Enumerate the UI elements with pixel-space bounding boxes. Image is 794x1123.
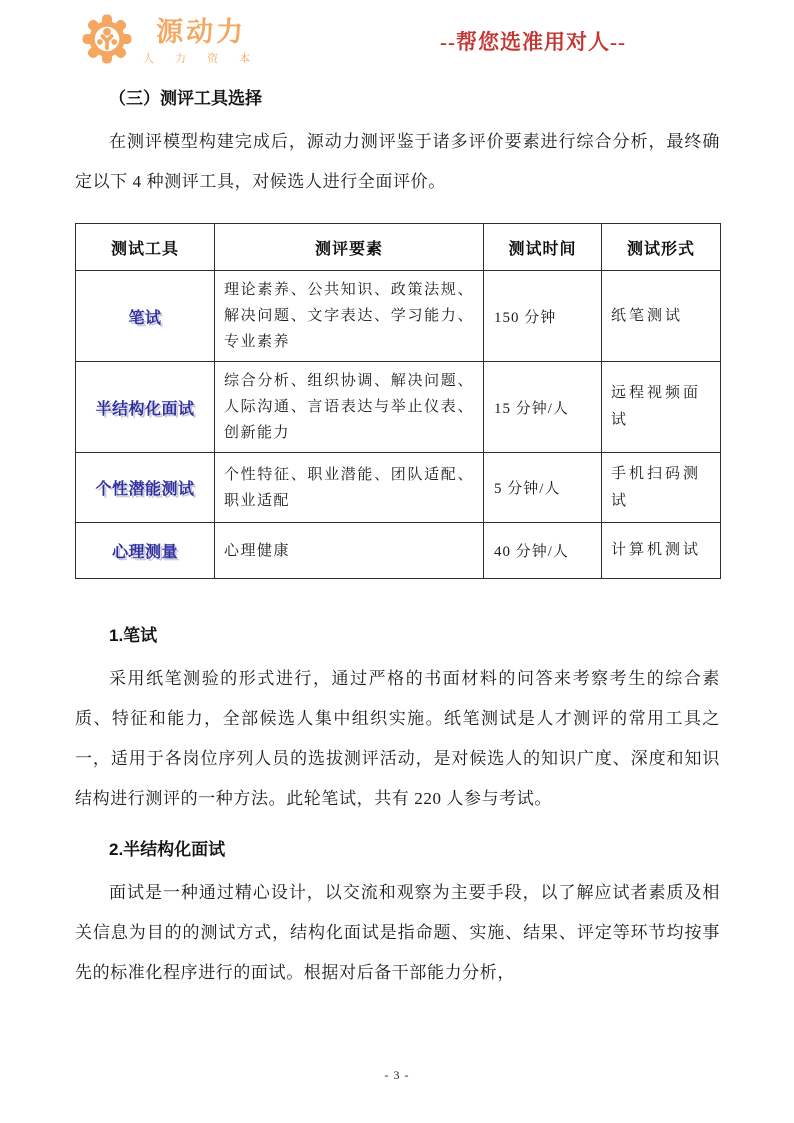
col-header-tool: 测试工具 <box>76 224 215 271</box>
col-header-time: 测试时间 <box>484 224 602 271</box>
tool-name-cell: 个性潜能测试 <box>76 453 215 523</box>
table-row <box>76 453 721 523</box>
section-heading: （三）测评工具选择 <box>109 89 262 108</box>
tool-name-cell: 半结构化面试 <box>76 362 215 453</box>
brand-text <box>143 17 259 66</box>
tool-name-cell: 心理测量 <box>76 523 215 579</box>
written-test-paragraph: 采用纸笔测验的形式进行，通过严格的书面材料的问答来考察考生的综合素质、特征和能力，全部候选人集中组织实施。纸笔测试是人才测评的常用工具之一，适用于各岗位序列人员的选拔测评活动，是对候选人的知识广度、深度和知识结构进行测评的一种方法。此轮笔试，共有 220 人参与考试。 <box>75 669 720 808</box>
time-cell: 150 分钟 <box>484 271 602 362</box>
document-content <box>75 86 720 993</box>
elements-cell: 个性特征、职业潜能、团队适配、职业适配 <box>215 453 484 523</box>
brand-name: 源动力 <box>156 17 247 47</box>
page-number: - 3 - <box>384 1068 410 1082</box>
tool-name-cell: 笔试 <box>76 271 215 362</box>
brand-subtitle: 人 力 资 本 <box>143 53 260 65</box>
gear-person-logo-icon <box>80 12 134 71</box>
brand-logo <box>80 12 259 71</box>
form-cell: 手机扫码测试 <box>602 453 721 523</box>
subsection-title-interview: 2.半结构化面试 <box>109 840 226 859</box>
time-cell: 5 分钟/人 <box>484 453 602 523</box>
table-row <box>76 271 721 362</box>
intro-paragraph: 在测评模型构建完成后，源动力测评鉴于诸多评价要素进行综合分析，最终确定以下 4 种测评工具，对候选人进行全面评价。 <box>75 132 720 191</box>
table-row <box>76 362 721 453</box>
table-header-row <box>76 224 721 271</box>
assessment-tools-table <box>75 223 721 579</box>
time-cell: 40 分钟/人 <box>484 523 602 579</box>
time-cell: 15 分钟/人 <box>484 362 602 453</box>
form-cell: 计算机测试 <box>602 523 721 579</box>
page-header <box>80 12 714 71</box>
table-row <box>76 523 721 579</box>
elements-cell: 综合分析、组织协调、解决问题、人际沟通、言语表达与举止仪表、创新能力 <box>215 362 484 453</box>
col-header-elements: 测评要素 <box>215 224 484 271</box>
interview-paragraph: 面试是一种通过精心设计，以交流和观察为主要手段，以了解应试者素质及相关信息为目的的测试方式，结构化面试是指命题、实施、结果、评定等环节均按事先的标准化程序进行的面试。根据对后备干部能力分析， <box>75 883 720 982</box>
header-slogan: --帮您选准用对人-- <box>440 30 626 54</box>
form-cell: 远程视频面试 <box>602 362 721 453</box>
col-header-form: 测试形式 <box>602 224 721 271</box>
elements-cell: 理论素养、公共知识、政策法规、解决问题、文字表达、学习能力、专业素养 <box>215 271 484 362</box>
subsection-title-written-test: 1.笔试 <box>109 626 158 645</box>
elements-cell: 心理健康 <box>215 523 484 579</box>
form-cell: 纸笔测试 <box>602 271 721 362</box>
